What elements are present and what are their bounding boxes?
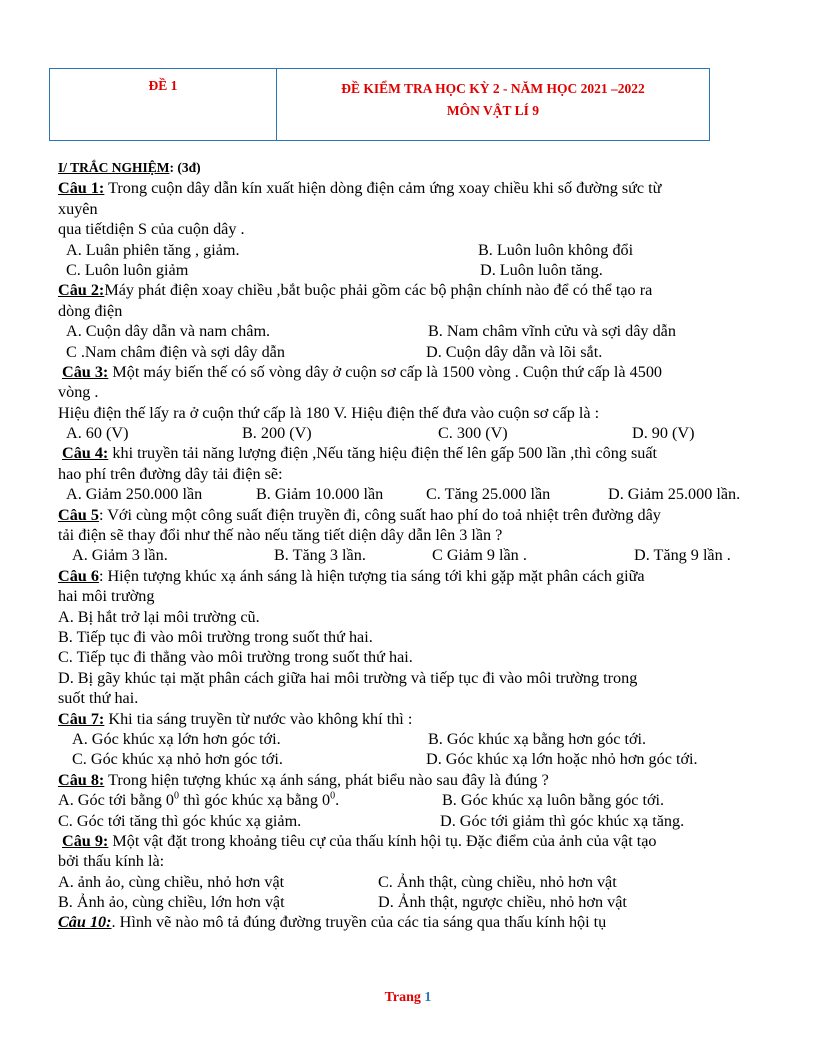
exam-content — [58, 158, 770, 933]
q9-options-ac — [58, 872, 770, 892]
q5-text: : Với cùng một công suất điện truyền đi, công suất hao phí do toả nhiệt trên đường dây — [98, 505, 661, 524]
q8-option-a-sup1: 0 — [174, 790, 180, 802]
q1-option-c: C. Luôn luôn giảm — [66, 260, 189, 279]
q9-option-d: D. Ảnh thật, ngược chiều, nhỏ hơn vật — [378, 893, 627, 912]
q5-option-a: A. Giảm 3 lần. — [72, 546, 168, 565]
question-2 — [58, 280, 770, 300]
q8-options-cd — [58, 811, 770, 831]
q1-text-3: qua tiếtdiện S của cuộn dây . — [58, 220, 245, 239]
q3-option-a: A. 60 (V) — [66, 424, 129, 443]
q6-option-b: B. Tiếp tục đi vào môi trường trong suốt thứ hai. — [58, 627, 373, 646]
q4-option-d: D. Giảm 25.000 lần. — [608, 485, 741, 504]
q1-options-cd — [58, 260, 770, 280]
q4-label: Câu 4: — [62, 444, 109, 463]
question-8 — [58, 770, 770, 790]
q3-text: Một máy biến thế có số vòng dây ở cuộn sơ cấp là 1500 vòng . Cuộn thứ cấp là 4500 — [108, 362, 663, 381]
question-1 — [58, 178, 770, 198]
q4-option-a: A. Giảm 250.000 lần — [66, 485, 203, 504]
q3-option-b: B. 200 (V) — [242, 424, 312, 443]
q6-option-d: D. Bị gãy khúc tại mặt phân cách giữa hai môi trường và tiếp tục đi vào môi trường trong — [58, 668, 638, 687]
section-points: : (3đ) — [169, 160, 201, 175]
q5-options — [58, 545, 770, 565]
question-7 — [58, 709, 770, 729]
question-4 — [58, 443, 770, 463]
q7-option-d: D. Góc khúc xạ lớn hoặc nhỏ hơn góc tới. — [426, 750, 698, 769]
q8-option-a — [58, 790, 339, 810]
q2-option-d: D. Cuộn dây dẫn và lõi sắt. — [426, 342, 603, 361]
q1-option-d: D. Luôn luôn tăng. — [480, 260, 603, 279]
q3-text-2: vòng . — [58, 383, 99, 402]
q7-option-c: C. Góc khúc xạ nhỏ hơn góc tới. — [72, 750, 283, 769]
q1-option-a: A. Luân phiên tăng , giảm. — [66, 240, 240, 259]
q2-text-2: dòng điện — [58, 301, 123, 320]
q2-option-c: C .Nam châm điện và sợi dây dẫn — [66, 342, 285, 361]
q8-label: Câu 8: — [58, 770, 105, 789]
q8-options-ab — [58, 790, 770, 810]
exam-header-table — [49, 68, 710, 141]
section-heading — [58, 158, 770, 178]
q7-options-ab — [58, 729, 770, 749]
q6-text-2: hai môi trường — [58, 587, 155, 606]
question-3 — [58, 362, 770, 382]
q2-option-b: B. Nam châm vĩnh cửu và sợi dây dẫn — [428, 322, 676, 341]
q5-label: Câu 5 — [58, 505, 99, 524]
q7-options-cd — [58, 749, 770, 769]
q2-text: Máy phát điện xoay chiều ,bắt buộc phải gồm các bộ phận chính nào để có thể tạo ra — [104, 281, 653, 300]
footer-page-word: Trang — [384, 990, 421, 1005]
question-6 — [58, 566, 770, 586]
q8-option-c: C. Góc tới tăng thì góc khúc xạ giảm. — [58, 811, 302, 830]
q7-option-b: B. Góc khúc xạ bằng hơn góc tới. — [428, 729, 647, 748]
q1-option-b: B. Luôn luôn không đổi — [478, 240, 634, 259]
exam-title — [277, 69, 709, 140]
q3-options — [58, 423, 770, 443]
q2-label: Câu 2: — [58, 281, 105, 300]
q7-label: Câu 7: — [58, 709, 105, 728]
exam-code: ĐỀ 1 — [50, 69, 277, 140]
q2-option-a: A. Cuộn dây dẫn và nam châm. — [66, 322, 271, 341]
q8-option-d: D. Góc tới giảm thì góc khúc xạ tăng. — [440, 811, 685, 830]
q7-text: Khi tia sáng truyền từ nước vào không khí thì : — [104, 709, 413, 728]
q9-option-c: C. Ảnh thật, cùng chiều, nhỏ hơn vật — [378, 872, 617, 891]
q1-text-2: xuyên — [58, 199, 98, 218]
q3-label: Câu 3: — [62, 362, 109, 381]
q6-option-a: A. Bị hắt trở lại môi trường cũ. — [58, 607, 260, 626]
q3-option-c: C. 300 (V) — [438, 424, 508, 443]
q5-option-b: B. Tăng 3 lần. — [274, 546, 366, 565]
question-10 — [58, 912, 770, 932]
q6-label: Câu 6 — [58, 566, 99, 585]
question-9 — [58, 831, 770, 851]
q9-options-bd — [58, 892, 770, 912]
q5-option-d: D. Tăng 9 lần . — [634, 546, 731, 565]
q5-option-c: C Giảm 9 lần . — [432, 546, 527, 565]
q3-text-3: Hiệu điện thế lấy ra ở cuộn thứ cấp là 180 V. Hiệu điện thế đưa vào cuộn sơ cấp là : — [58, 403, 600, 422]
q8-option-b: B. Góc khúc xạ luôn bằng góc tới. — [442, 791, 665, 810]
exam-title-line1: ĐỀ KIỂM TRA HỌC KỲ 2 - NĂM HỌC 2021 –2022 — [341, 81, 645, 96]
q5-text-2: tải điện sẽ thay đổi như thế nào nếu tăng tiết diện dây dẫn lên 3 lần ? — [58, 526, 503, 545]
q4-option-b: B. Giảm 10.000 lần — [256, 485, 384, 504]
q8-option-a-sup2: 0 — [330, 790, 336, 802]
question-5 — [58, 505, 770, 525]
q3-option-d: D. 90 (V) — [632, 424, 695, 443]
q6-option-d-2: suốt thứ hai. — [58, 689, 139, 708]
q8-option-a-part1: A. Góc tới bằng 0 — [58, 791, 175, 810]
q9-option-a: A. ảnh ảo, cùng chiều, nhỏ hơn vật — [58, 872, 285, 891]
q9-option-b: B. Ảnh ảo, cùng chiều, lớn hơn vật — [58, 893, 285, 912]
q10-label: Câu 10: — [58, 913, 112, 932]
q4-options — [58, 484, 770, 504]
q1-label: Câu 1: — [58, 179, 105, 198]
footer-page-number: 1 — [424, 990, 432, 1005]
q9-text: Một vật đặt trong khoảng tiêu cự của thấu kính hội tụ. Đặc điểm của ảnh của vật tạo — [108, 831, 657, 850]
q9-label: Câu 9: — [62, 831, 109, 850]
q6-option-c: C. Tiếp tục đi thẳng vào môi trường trong suốt thứ hai. — [58, 648, 413, 667]
q4-text-2: hao phí trên đường dây tải điện sẽ: — [58, 464, 283, 483]
q8-option-a-part3: . — [335, 791, 340, 810]
page-footer — [0, 990, 816, 1006]
q1-options-ab — [58, 240, 770, 260]
q2-options-cd — [58, 342, 770, 362]
section-label: I/ TRẮC NGHIỆM — [58, 160, 170, 175]
q6-text: : Hiện tượng khúc xạ ánh sáng là hiện tượng tia sáng tới khi gặp mặt phân cách giữa — [98, 566, 645, 585]
q8-option-a-part2: thì góc khúc xạ bằng 0 — [179, 791, 331, 810]
q8-text: Trong hiện tượng khúc xạ ánh sáng, phát biểu nào sau đây là đúng ? — [104, 770, 549, 789]
q2-options-ab — [58, 321, 770, 341]
q4-text: khi truyền tải năng lượng điện ,Nếu tăng hiệu điện thế lên gấp 500 lần ,thì công suất — [108, 444, 658, 463]
q7-option-a: A. Góc khúc xạ lớn hơn góc tới. — [72, 729, 281, 748]
q9-text-2: bởi thấu kính là: — [58, 852, 165, 871]
q1-text: Trong cuộn dây dẫn kín xuất hiện dòng điện cảm ứng xoay chiều khi số đường sức từ — [104, 179, 662, 198]
exam-title-line2: MÔN VẬT LÍ 9 — [446, 103, 540, 118]
q4-option-c: C. Tăng 25.000 lần — [426, 485, 551, 504]
q10-text: . Hình vẽ nào mô tả đúng đường truyền của các tia sáng qua thấu kính hội tụ — [111, 913, 607, 932]
